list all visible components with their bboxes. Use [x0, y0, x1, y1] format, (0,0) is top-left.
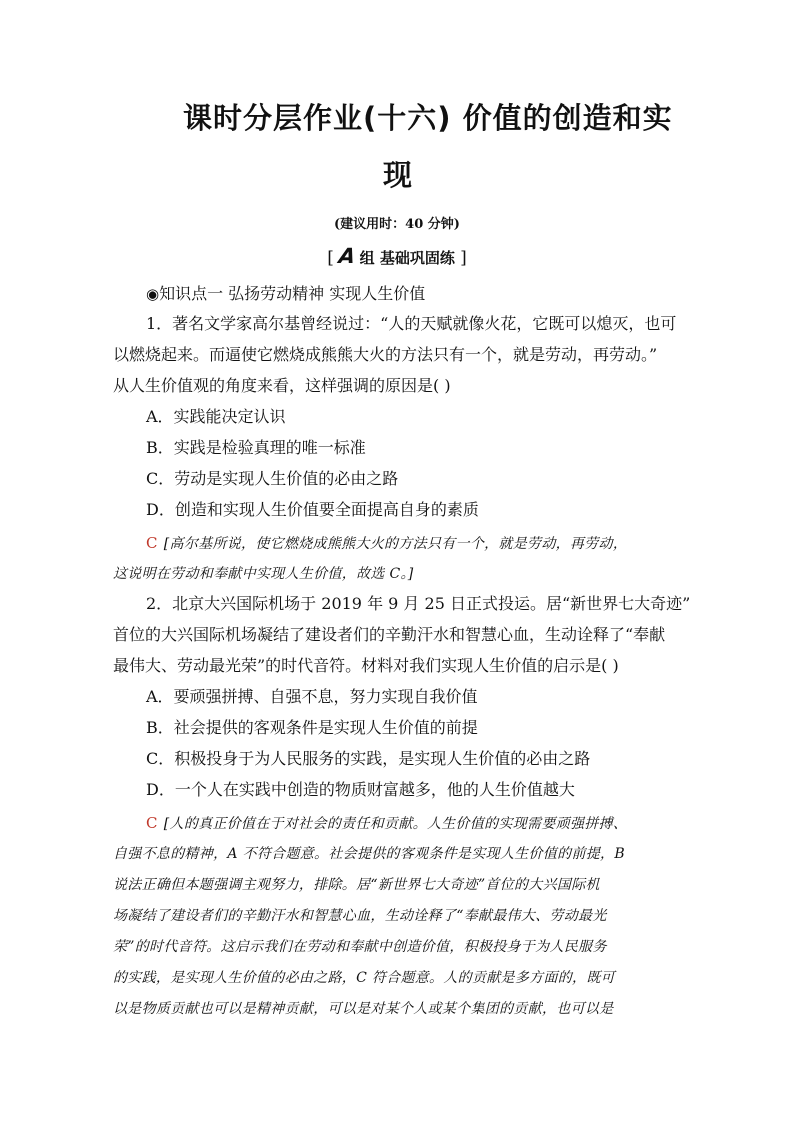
page-title-line-1: 课时分层作业(十六) 价值的创造和实: [183, 101, 673, 135]
question-2-answer-line-6: 的实践，是实现人生价值的必由之路，C 符合题意。人的贡献是多方面的，既可: [113, 970, 615, 986]
question-2-answer-line-2: 自强不息的精神，A 不符合题意。社会提供的客观条件是实现人生价值的前提，B: [113, 846, 625, 862]
question-2-answer-line-5: 荣”的时代音符。这启示我们在劳动和奉献中创造价值，积极投身于为人民服务: [113, 939, 607, 955]
question-1-option-a: A．实践能决定认识: [146, 407, 286, 426]
question-1-option-d: D．创造和实现人生价值要全面提高自身的素质: [146, 500, 479, 519]
question-2-option-a: A．要顽强拼搏、自强不息，努力实现自我价值: [146, 687, 478, 706]
question-1-option-c: C．劳动是实现人生价值的必由之路: [146, 469, 399, 488]
question-2-line-3: 最伟大、劳动最光荣”的时代音符。材料对我们实现人生价值的启示是( ): [113, 656, 619, 675]
question-1-answer-letter: C: [146, 534, 158, 552]
question-1-answer-text-1: [高尔基所说，使它燃烧成熊熊大火的方法只有一个，就是劳动，再劳动，: [163, 536, 628, 552]
question-2-answer-text-1: [人的真正价值在于对社会的责任和贡献。人生价值的实现需要顽强拼搏、: [163, 816, 628, 832]
question-2-answer-line-4: 场凝结了建设者们的辛勤汗水和智慧心血，生动诠释了“奉献最伟大、劳动最光: [113, 908, 607, 924]
question-1-line-2: 以燃烧起来。而逼使它燃烧成熊熊大火的方法只有一个，就是劳动，再劳动。”: [113, 345, 658, 364]
suggested-time-note: (建议用时：40 分钟): [334, 217, 460, 232]
group-heading: [0, 244, 794, 268]
question-1-line-3: 从人生价值观的角度来看，这样强调的原因是( ): [113, 376, 451, 395]
question-1-answer-line-1: [146, 533, 627, 554]
question-2-answer-line-7: 以是物质贡献也可以是精神贡献，可以是对某个人或某个集团的贡献，也可以是: [113, 1001, 614, 1017]
group-letter-badge: A: [337, 244, 357, 268]
question-2-line-2: 首位的大兴国际机场凝结了建设者们的辛勤汗水和智慧心血，生动诠释了“奉献: [113, 625, 666, 644]
question-1-option-b: B．实践是检验真理的唯一标准: [146, 438, 366, 457]
group-label: 组 基础巩固练: [359, 249, 455, 267]
target-bullet-icon: ◉: [146, 285, 160, 303]
group-close-bracket: ]: [460, 248, 467, 268]
question-2-option-c: C．积极投身于为人民服务的实践，是实现人生价值的必由之路: [146, 749, 591, 768]
page-title-line-2: 现: [383, 158, 414, 192]
question-2-line-1: 2．北京大兴国际机场于 2019 年 9 月 25 日正式投运。居“新世界七大奇迹”: [146, 594, 691, 613]
question-2-answer-line-3: 说法正确但本题强调主观努力，排除。居“新世界七大奇迹”首位的大兴国际机: [113, 877, 600, 893]
question-1-answer-line-2: 这说明在劳动和奉献中实现人生价值，故选 C。]: [113, 566, 414, 582]
question-2-answer-line-1: [146, 813, 627, 834]
question-1-line-1: 1．著名文学家高尔基曾经说过：“人的天赋就像火花，它既可以熄灭，也可: [146, 314, 677, 333]
question-2-option-d: D．一个人在实践中创造的物质财富越多，他的人生价值越大: [146, 780, 575, 799]
knowledge-point-heading: [146, 281, 425, 304]
group-open-bracket: [: [327, 248, 334, 268]
knowledge-point-text: 知识点一 弘扬劳动精神 实现人生价值: [159, 284, 426, 303]
question-2-answer-letter: C: [146, 814, 158, 832]
question-2-option-b: B．社会提供的客观条件是实现人生价值的前提: [146, 718, 478, 737]
